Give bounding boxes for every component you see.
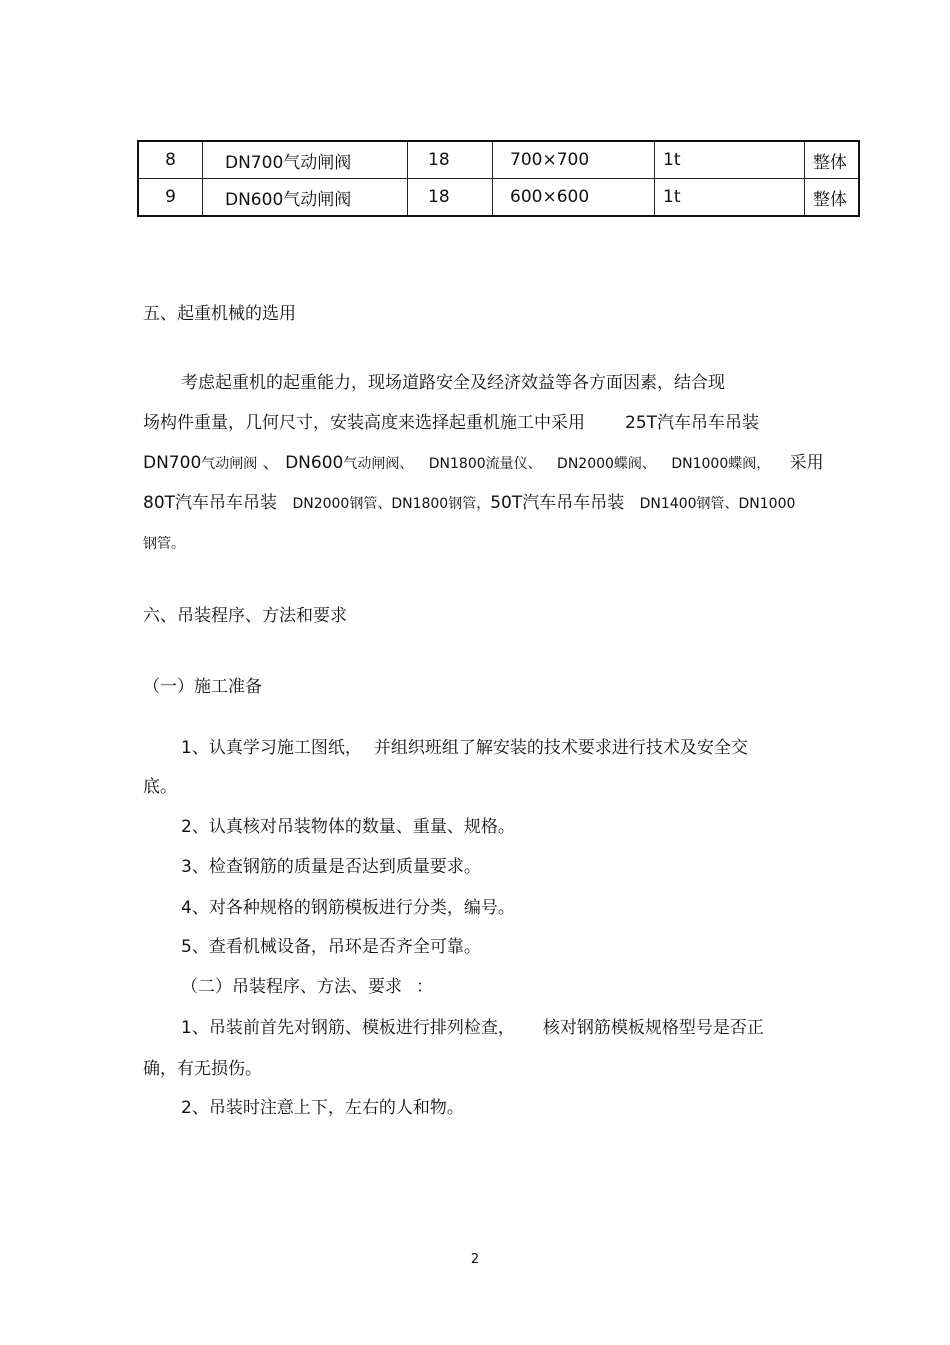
text-run: DN2000钢管、DN1800钢管， [292,496,491,512]
text-run: ： [416,977,433,997]
list-item: 3、检查钢筋的质量是否达到质量要求。 [181,857,481,877]
text-run: 气动闸阀 [201,456,258,472]
dimensions: 700×700 [493,141,655,179]
equipment-name: DN600气动闸阀 [203,179,408,217]
text-run: 汽车吊车吊装 [175,493,278,513]
text-run: DN700 [143,453,202,473]
row-number: 9 [138,179,203,217]
text-run: 汽车吊车吊装 [522,493,625,513]
text-run: 80T [143,493,176,513]
text-run: DN1000蝶阀， [671,456,771,472]
weight: 1t [655,141,805,179]
paragraph-line [181,1017,764,1039]
paragraph-line: 确，有无损伤。 [143,1059,262,1079]
subsection-heading: （一）施工准备 [143,677,262,697]
page-number: 2 [470,1252,480,1267]
paragraph-line: 钢管。 [143,536,185,552]
paragraph-line: 底。 [143,777,177,797]
install-mode: 整体 [805,179,860,217]
table-row [138,179,859,217]
paragraph-line: 考虑起重机的起重能力，现场道路安全及经济效益等各方面因素，结合现 [181,373,725,393]
weight: 1t [655,179,805,217]
text-run: 采用 [789,453,824,473]
paragraph-line [143,412,759,434]
text-run: 1、认真学习施工图纸， [181,738,362,758]
text-run: 场构件重量，几何尺寸，安装高度来选择起重机施工中采用 [143,413,585,433]
text-run: 、 [262,453,280,473]
text-run: 气动闸阀、 [343,456,414,472]
text-run: 并组织班组了解安装的技术要求进行技术及安全交 [373,738,748,758]
paragraph-line [143,492,795,515]
section-heading: 五、起重机械的选用 [143,304,296,324]
subsection-heading [181,976,433,998]
text-run: 核对钢筋模板规格型号是否正 [542,1018,764,1038]
list-item: 4、对各种规格的钢筋模板进行分类，编号。 [181,898,515,918]
list-item: 2、认真核对吊装物体的数量、重量、规格。 [181,817,515,837]
quantity: 18 [408,141,493,179]
text-run: 25T汽车吊车吊装 [625,413,760,433]
list-item: 5、查看机械设备，吊环是否齐全可靠。 [181,937,481,957]
text-run: DN2000蝶阀、 [557,456,656,472]
section-heading: 六、吊装程序、方法和要求 [143,606,347,626]
text-run: DN600 [285,453,344,473]
list-item: 2、吊装时注意上下，左右的人和物。 [181,1098,464,1118]
text-run: DN1800流量仪、 [428,456,542,472]
text-run: 1、吊装前首先对钢筋、模板进行排列检查， [181,1018,515,1038]
quantity: 18 [408,179,493,217]
equipment-name: DN700气动闸阀 [203,141,408,179]
text-run: DN1400钢管、DN1000 [639,496,796,512]
equipment-table [137,140,860,217]
dimensions: 600×600 [493,179,655,217]
row-number: 8 [138,141,203,179]
paragraph-line [181,737,748,759]
text-run: （二）吊装程序、方法、要求 [181,977,402,997]
paragraph-line [143,452,824,475]
text-run: 50T [490,493,523,513]
table-row [138,141,859,179]
install-mode: 整体 [805,141,860,179]
